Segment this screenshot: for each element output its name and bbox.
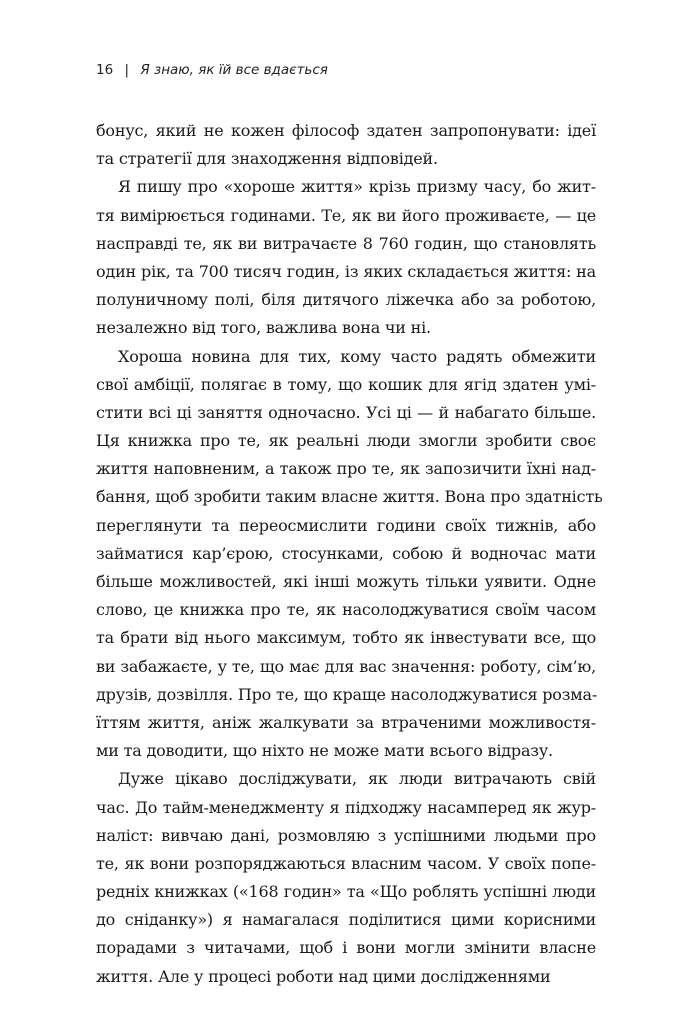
- text-line: Дуже цікаво досліджувати, як люди витрачають свій: [118, 769, 596, 789]
- text-line: друзів, дозвілля. Про те, що краще насолоджуватися розма-: [96, 684, 598, 704]
- text-line: та брати від нього максимум, тобто як інвестувати все, що: [96, 628, 596, 648]
- text-line: порадами з читачами, щоб і вони могли змінити власне: [96, 938, 596, 958]
- text-line: переглянути та переосмислити години своїх тижнів, або: [96, 515, 596, 535]
- paragraph: [96, 117, 596, 173]
- text-line: життя наповненим, а також про те, як запозичити їхні над-: [96, 459, 596, 479]
- text-line: бання, щоб зробити таким власне життя. Вона про здатність: [96, 487, 603, 507]
- text-line: стити всі ці заняття одночасно. Усі ці — й набагато більше.: [96, 402, 596, 422]
- text-line: Я пишу про «хороше життя» крізь призму часу, бо жит-: [118, 177, 596, 197]
- text-line: ви забажаєте, у те, що має для вас значення: роботу, сім’ю,: [96, 656, 596, 676]
- text-line: Хороша новина для тих, кому часто радять обмежити: [118, 346, 596, 366]
- text-line: насправді те, як ви витрачаєте 8 760 годин, що становлять: [96, 233, 596, 253]
- text-line: слово, це книжка про те, як насолоджуватися своїм часом: [96, 600, 596, 620]
- book-title: Я знаю, як їй все вдається: [140, 62, 328, 78]
- paragraph: [96, 343, 603, 766]
- text-line: наліст: вивчаю дані, розмовляю з успішними людьми про: [96, 825, 596, 845]
- text-line: бонус, який не кожен філософ здатен запропонувати: ідеї: [96, 121, 596, 140]
- text-line: ми та доводити, що ніхто не може мати всього відразу.: [96, 741, 553, 761]
- text-line: Ця книжка про те, як реальні люди змогли зробити своє: [96, 431, 596, 451]
- text-line: те, як вони розпоряджаються власним часом. У своїх попе-: [96, 853, 596, 873]
- running-head: [96, 62, 328, 78]
- paragraph: [96, 765, 596, 991]
- text-line: один рік, та 700 тисяч годин, із яких складається життя: на: [96, 261, 596, 281]
- paragraph: [96, 173, 596, 342]
- text-line: час. До тайм-менеджменту я підходжу насамперед як жур-: [96, 797, 596, 817]
- text-line: та стратегії для знаходження відповідей.: [96, 149, 438, 169]
- text-line: незалежно від того, важлива вона чи ні.: [96, 318, 431, 338]
- page-number: 16: [96, 62, 114, 78]
- text-line: до сніданку») я намагалася поділитися цими корисними: [96, 910, 596, 930]
- text-line: тя вимірюється годинами. Те, як ви його проживаєте, — це: [96, 205, 596, 225]
- text-line: редніх книжках («168 годин» та «Що роблять успішні люди: [96, 882, 596, 902]
- text-line: полуничному полі, біля дитячого ліжечка або за роботою,: [96, 290, 596, 310]
- body-text: [96, 117, 603, 991]
- text-line: займатися кар’єрою, стосунками, собою й водночас мати: [96, 543, 596, 563]
- text-line: їттям життя, аніж жалкувати за втраченими можливостя-: [96, 712, 596, 732]
- running-head-separator: |: [124, 62, 130, 78]
- text-line: життя. Але у процесі роботи над цими дослідженнями: [96, 966, 551, 986]
- text-line: свої амбіції, полягає в тому, що кошик для ягід здатен умі-: [96, 374, 596, 394]
- text-line: більше можливостей, які інші можуть тільки уявити. Одне: [96, 572, 596, 591]
